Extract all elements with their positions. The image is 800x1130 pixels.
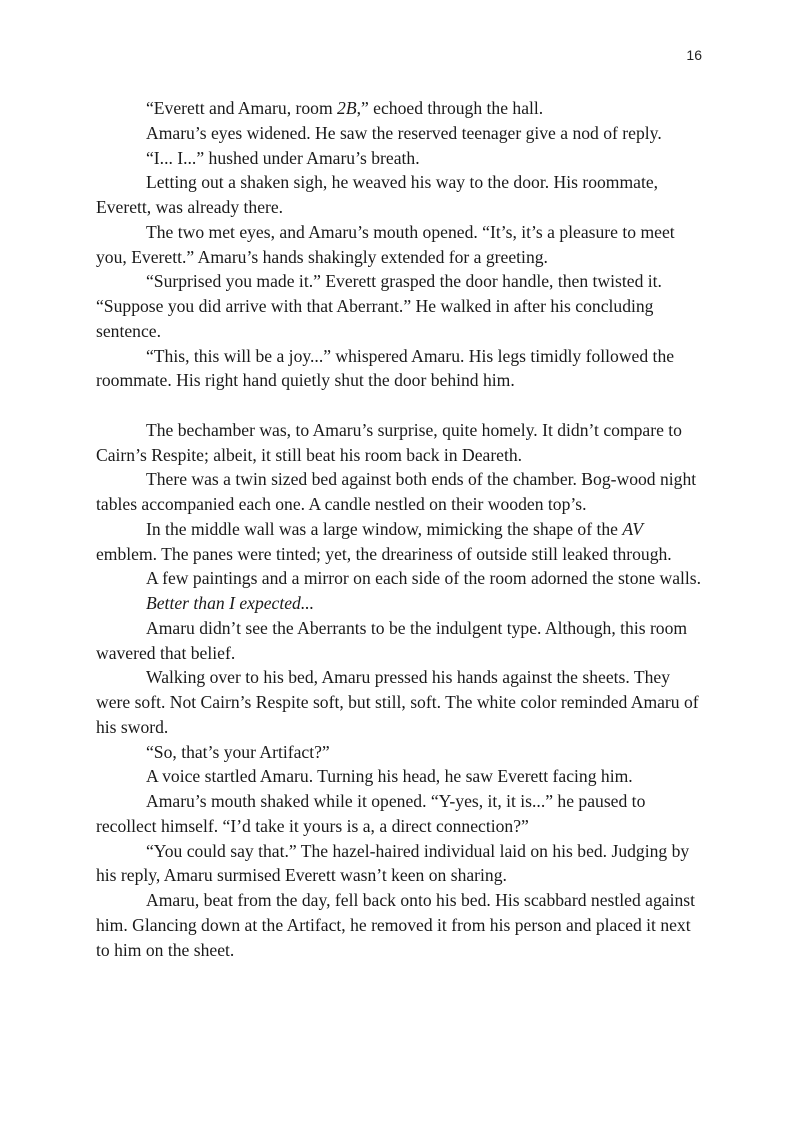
paragraph: “This, this will be a joy...” whispered Amaru. His legs timidly followed the roommate. His right hand quietly shut the door behind him. bbox=[96, 345, 675, 391]
body-text bbox=[96, 96, 706, 962]
paragraph: “I... I...” hushed under Amaru’s breath. bbox=[146, 147, 420, 168]
paragraph: The bechamber was, to Amaru’s surprise, quite homely. It didn’t compare to Cairn’s Respite; albeit, it still beat his room back in Deareth. bbox=[96, 419, 682, 465]
paragraph: Letting out a shaken sigh, he weaved his way to the door. His roommate, Everett, was already there. bbox=[96, 172, 659, 217]
paragraph: “Everett and Amaru, room 2B,” echoed through the hall. bbox=[146, 98, 544, 118]
paragraph: Amaru’s eyes widened. He saw the reserved teenager give a nod of reply. bbox=[146, 122, 662, 143]
paragraph: In the middle wall was a large window, mimicking the shape of the AV emblem. The panes were tinted; yet, the dreariness of outside still leaked through. bbox=[96, 518, 672, 564]
paragraph: “Surprised you made it.” Everett grasped the door handle, then twisted it. “Suppose you did arrive with that Aberrant.” He walked in after his concluding sentence. bbox=[96, 271, 662, 341]
paragraph-thought: Better than I expected... bbox=[146, 593, 315, 613]
paragraph: The two met eyes, and Amaru’s mouth opened. “It’s, it’s a pleasure to meet you, Everett.” Amaru’s hands shakingly extended for a greeting. bbox=[96, 221, 675, 267]
paragraph: Amaru’s mouth shaked while it opened. “Y-yes, it, it is...” he paused to recollect himself. “I’d take it yours is a, a direct connection?” bbox=[96, 791, 646, 836]
paragraph: “So, that’s your Artifact?” bbox=[146, 741, 330, 762]
page-number: 16 bbox=[686, 47, 702, 63]
scene-break bbox=[96, 393, 706, 418]
paragraph: Walking over to his bed, Amaru pressed his hands against the sheets. They were soft. Not Cairn’s Respite soft, but still, soft. The white color reminded Amaru of his sword. bbox=[96, 667, 699, 737]
paragraph: Amaru didn’t see the Aberrants to be the indulgent type. Although, this room wavered that belief. bbox=[96, 617, 688, 663]
paragraph: A few paintings and a mirror on each side of the room adorned the stone walls. bbox=[146, 568, 702, 589]
paragraph: There was a twin sized bed against both ends of the chamber. Bog-wood night tables accompanied each one. A candle nestled on their wooden top’s. bbox=[96, 469, 697, 514]
paragraph: Amaru, beat from the day, fell back onto his bed. His scabbard nestled against him. Glancing down at the Artifact, he removed it from his person and placed it next to him on the sheet. bbox=[96, 890, 695, 960]
paragraph: A voice startled Amaru. Turning his head, he saw Everett facing him. bbox=[146, 766, 633, 787]
paragraph: “You could say that.” The hazel-haired individual laid on his bed. Judging by his reply, Amaru surmised Everett wasn’t keen on sharing. bbox=[96, 840, 690, 886]
